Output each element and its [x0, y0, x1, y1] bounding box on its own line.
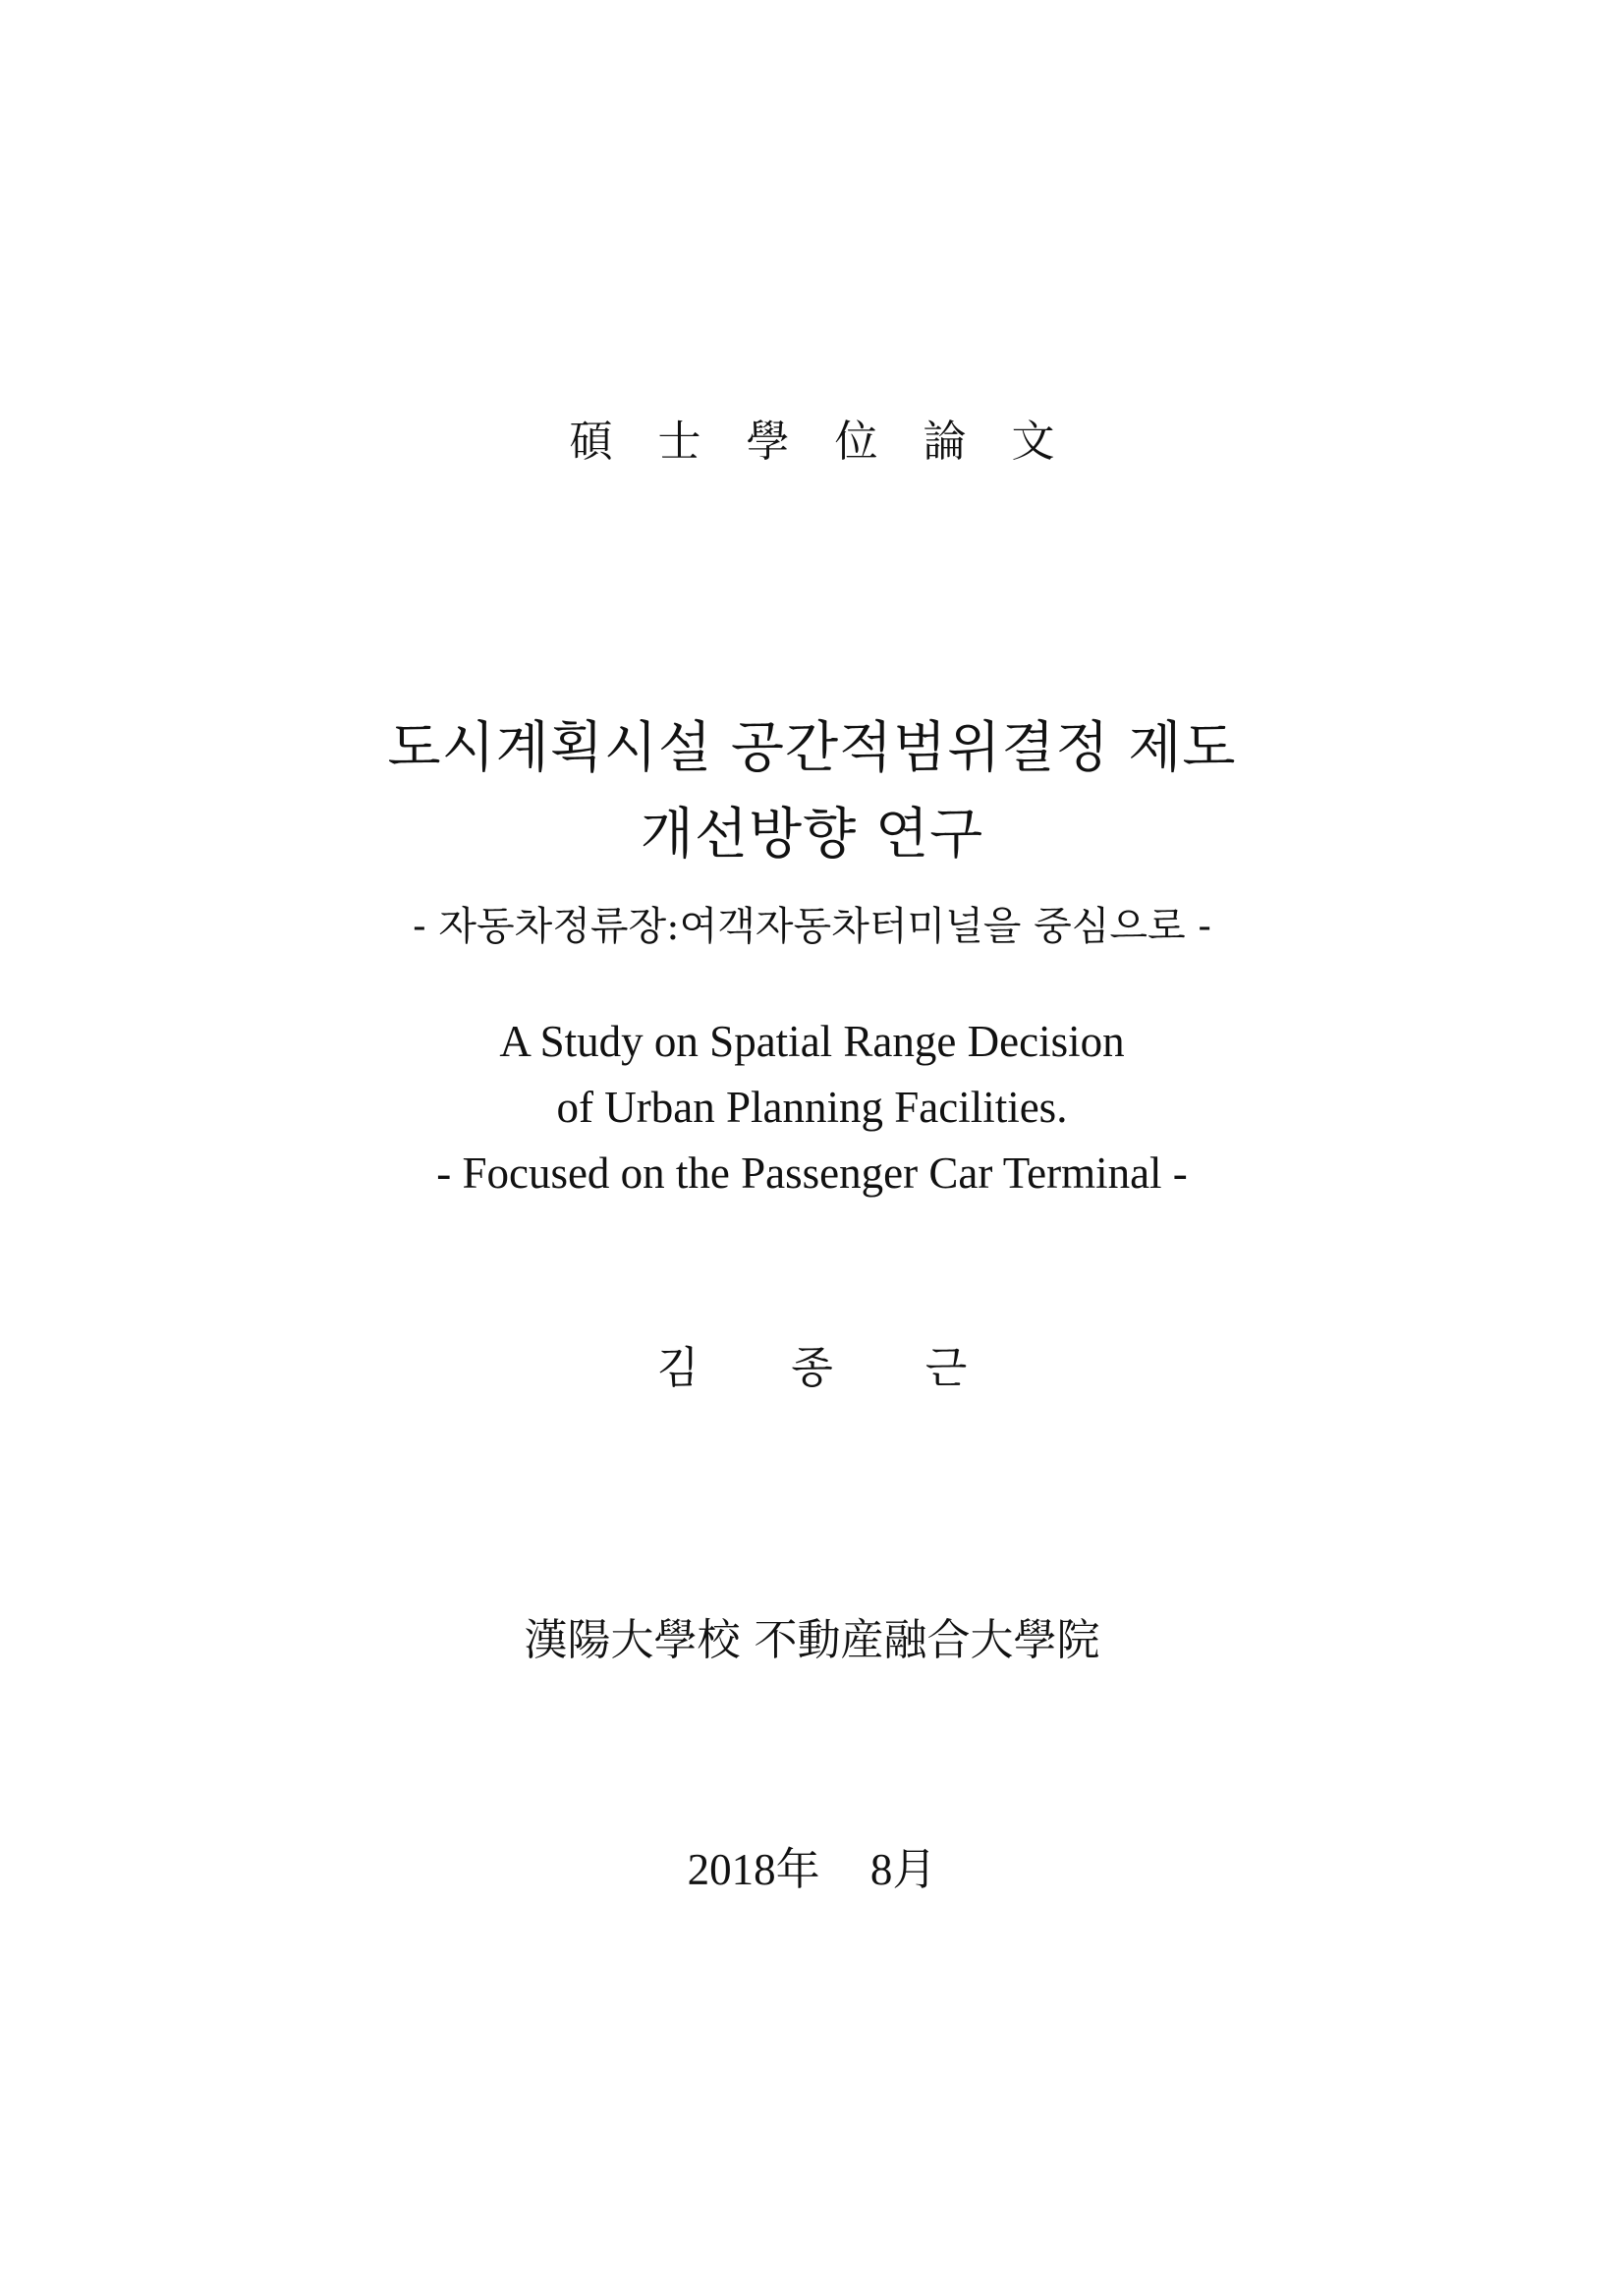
korean-title-line-1: 도시계획시설 공간적범위결정 제도 — [387, 716, 1237, 780]
school-name: 漢陽大學校 不動産融合大學院 — [524, 1615, 1100, 1665]
author-char: 근 — [924, 1343, 968, 1393]
degree-char: 碩 — [569, 417, 613, 467]
degree-char: 文 — [1011, 417, 1055, 467]
degree-char: 士 — [657, 417, 701, 467]
korean-subtitle: - 자동차정류장:여객자동차터미널을 중심으로 - — [413, 904, 1211, 949]
author-name — [0, 1339, 1624, 1398]
author-char: 김 — [656, 1343, 700, 1393]
english-title-line-1: A Study on Spatial Range Decision — [499, 1017, 1125, 1066]
english-subtitle: - Focused on the Passenger Car Terminal - — [436, 1148, 1188, 1198]
degree-char: 論 — [923, 417, 967, 467]
degree-char: 位 — [834, 417, 878, 467]
korean-title-line-2: 개선방향 연구 — [640, 803, 984, 867]
submission-date: 2018年 8月 — [687, 1845, 937, 1894]
degree-type — [0, 413, 1624, 472]
author-char: 종 — [791, 1343, 833, 1393]
degree-char: 學 — [746, 417, 790, 467]
english-title-line-2: of Urban Planning Facilities. — [556, 1083, 1068, 1132]
